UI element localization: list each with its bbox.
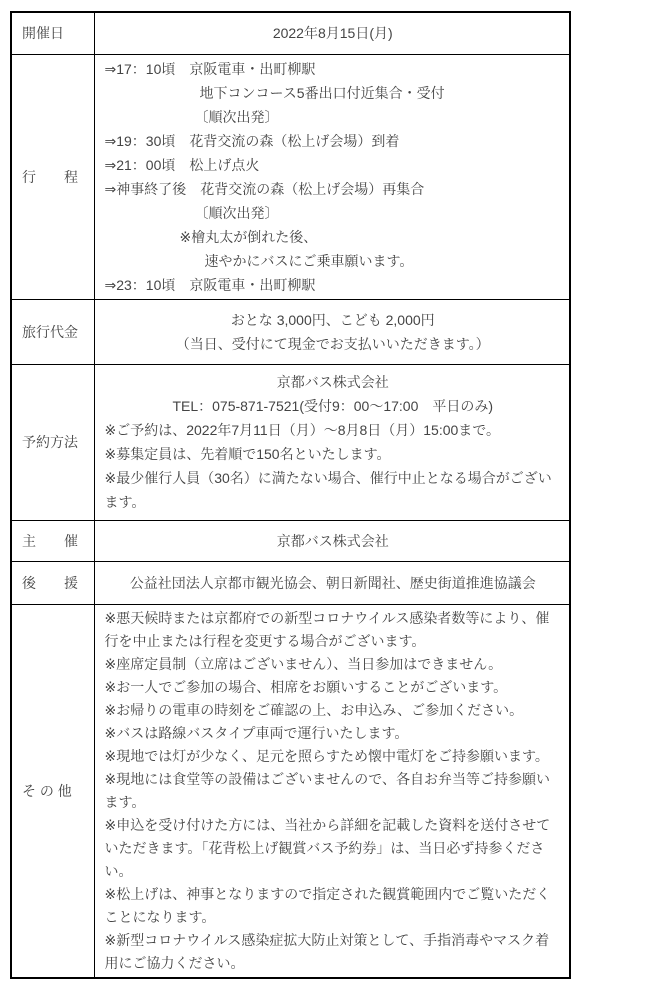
row-content-event-date xyxy=(94,12,570,54)
row-reservation-method xyxy=(11,364,570,520)
text-line: 2022年8月15日(月) xyxy=(272,25,393,42)
text-line: ※檜丸太が倒れた後、 xyxy=(179,228,318,245)
text-line: おとな 3,000円、こども 2,000円 xyxy=(230,311,435,328)
text-line: ※新型コロナウイルス感染症拡大防止対策として、手指消毒やマスク着用にご協力ください。 xyxy=(104,931,550,971)
text-line: ※バスは路線バスタイプ車両で運行いたします。 xyxy=(104,724,409,741)
text-line: TEL：075-871-7521(受付9：00～17:00 平日のみ) xyxy=(172,398,494,414)
text-line: ※お一人でご参加の場合、相席をお願いすることがございます。 xyxy=(104,678,508,695)
row-label-event-date: 開催日 xyxy=(11,12,94,54)
row-organizer xyxy=(11,520,570,561)
text-line: ※現地では灯が少なく、足元を照らすため懐中電灯をご持参願います。 xyxy=(104,747,549,764)
text-line: ※最少催行人員（30名）に満たない場合、催行中止となる場合がございます。 xyxy=(104,470,552,510)
row-label-other-notes: そ の 他 xyxy=(11,604,94,978)
text-line: 〔順次出発〕 xyxy=(194,204,279,221)
text-line: ※お帰りの電車の時刻をご確認の上、お申込み、ご参加ください。 xyxy=(104,701,524,718)
text-line: 地下コンコース5番出口付近集合・受付 xyxy=(199,84,445,101)
row-content-supporter xyxy=(94,561,570,604)
text-line: ※ご予約は、2022年7月11日（月）～8月8日（月）15:00まで。 xyxy=(104,422,501,438)
event-info-table xyxy=(10,11,571,979)
row-event-date xyxy=(11,12,570,54)
row-label-itinerary: 行 程 xyxy=(11,54,94,299)
row-label-price: 旅行代金 xyxy=(11,299,94,364)
text-line: ⇒神事終了後 花背交流の森（松上げ会場）再集合 xyxy=(104,180,425,197)
text-line: （当日、受付にて現金でお支払いいただきます。） xyxy=(175,335,490,352)
row-price xyxy=(11,299,570,364)
row-label-organizer: 主 催 xyxy=(11,520,94,561)
text-lines xyxy=(105,607,562,975)
text-line: 京都バス株式会社 xyxy=(276,374,389,390)
text-line: 京都バス株式会社 xyxy=(276,532,389,549)
text-line: ※座席定員制（立席はございません）、当日参加はできません。 xyxy=(104,655,503,672)
text-line: ⇒19：30頃 花背交流の森（松上げ会場）到着 xyxy=(104,132,400,149)
text-line: ※現地には食堂等の設備はございませんので、各自お弁当等ご持参願います。 xyxy=(104,770,550,810)
text-line: ⇒21：00頃 松上げ点火 xyxy=(104,156,260,173)
text-line: ※募集定員は、先着順で150名といたします。 xyxy=(104,446,391,462)
text-line: ⇒23：10頃 京阪電車・出町柳駅 xyxy=(104,276,316,293)
row-supporter xyxy=(11,561,570,604)
text-line: 〔順次出発〕 xyxy=(194,108,279,125)
text-line: ※悪天候時または京都府での新型コロナウイルス感染者数等により、催行を中止または行程を変更する場合がございます。 xyxy=(104,609,550,649)
row-content-itinerary xyxy=(94,54,570,299)
row-label-reservation-method: 予約方法 xyxy=(11,364,94,520)
text-line: 速やかにバスにご乗車願います。 xyxy=(204,252,414,269)
text-lines xyxy=(105,571,562,595)
row-content-organizer xyxy=(94,520,570,561)
text-line: ⇒17：10頃 京阪電車・出町柳駅 xyxy=(104,60,316,77)
row-itinerary xyxy=(11,54,570,299)
text-lines xyxy=(105,529,562,553)
text-line: 公益社団法人京都市観光協会、朝日新聞社、歴史街道推進協議会 xyxy=(129,574,536,591)
text-lines xyxy=(105,21,562,45)
text-lines xyxy=(105,308,562,356)
row-content-reservation-method xyxy=(94,364,570,520)
text-line: ※松上げは、神事となりますので指定された観賞範囲内でご覧いただくことになります。 xyxy=(104,885,551,925)
row-label-supporter: 後 援 xyxy=(11,561,94,604)
row-content-other-notes xyxy=(94,604,570,978)
text-lines xyxy=(105,57,562,297)
row-other-notes xyxy=(11,604,570,978)
text-lines xyxy=(105,370,562,514)
row-content-price xyxy=(94,299,570,364)
text-line: ※申込を受け付けた方には、当社から詳細を記載した資料を送付させていただきます。「花背松上げ観賞バス予約券」は、当日必ず持参ください。 xyxy=(104,816,551,879)
